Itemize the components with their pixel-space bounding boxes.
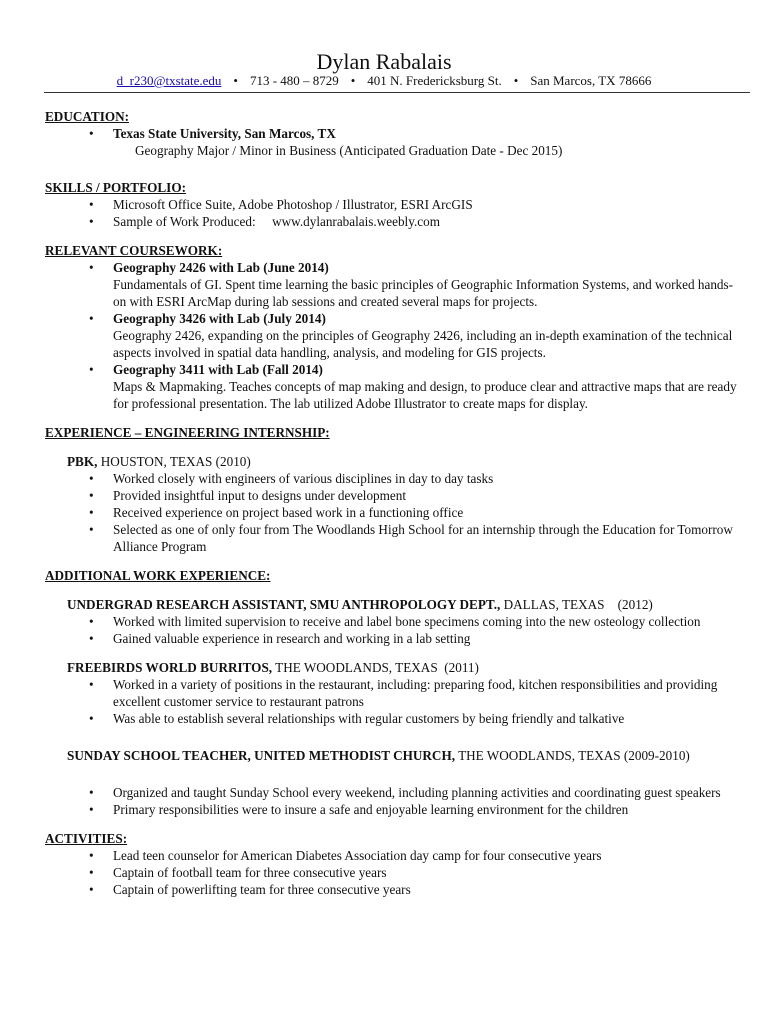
- coursework-heading: RELEVANT COURSEWORK:: [45, 243, 223, 258]
- list-item: [67, 125, 745, 142]
- coursework-list: [45, 259, 745, 412]
- list-item: • Provided insightful input to designs under development: [67, 487, 745, 504]
- email-link[interactable]: d_r230@txstate.edu: [116, 73, 222, 88]
- list-item: • Gained valuable experience in research and working in a lab setting: [67, 630, 745, 647]
- separator: •: [350, 73, 356, 88]
- education-detail: Geography Major / Minor in Business (Anticipated Graduation Date - Dec 2015): [135, 143, 563, 158]
- city-state-zip: San Marcos, TX 78666: [530, 73, 652, 88]
- skills-heading: SKILLS / PORTFOLIO:: [45, 180, 186, 195]
- job-employer-line: [45, 596, 745, 613]
- job-employer-line: [45, 747, 745, 764]
- list-item: • Microsoft Office Suite, Adobe Photoshop / Illustrator, ESRI ArcGIS: [67, 196, 745, 213]
- list-item: • Organized and taught Sunday School every weekend, including planning activities and coordinating guest speakers: [67, 784, 745, 801]
- job-duties-list: [45, 613, 745, 647]
- employer-location: THE WOODLANDS, TEXAS (2011): [272, 660, 479, 675]
- internship-list: [45, 470, 745, 555]
- course-name: Geography 3411 with Lab (Fall 2014): [113, 362, 323, 377]
- job-duties-list: [45, 676, 745, 727]
- resume-body: [45, 108, 745, 898]
- education-heading: EDUCATION:: [45, 109, 130, 124]
- additional-experience-heading: ADDITIONAL WORK EXPERIENCE:: [45, 568, 271, 583]
- list-item: [67, 259, 745, 310]
- employer-location: DALLAS, TEXAS (2012): [500, 597, 653, 612]
- job-employer-line: [45, 659, 745, 676]
- street-address: 401 N. Fredericksburg St.: [367, 73, 502, 88]
- separator: •: [513, 73, 519, 88]
- course-name: Geography 2426 with Lab (June 2014): [113, 260, 329, 275]
- list-item: • Worked with limited supervision to receive and label bone specimens coming into the new osteology collection: [67, 613, 745, 630]
- list-item: • Worked closely with engineers of various disciplines in day to day tasks: [67, 470, 745, 487]
- list-item: • Primary responsibilities were to insure a safe and enjoyable learning environment for the children: [67, 801, 745, 818]
- activities-list: [45, 847, 745, 898]
- education-list: [45, 125, 745, 142]
- internship-employer-line: [45, 453, 745, 470]
- course-name: Geography 3426 with Lab (July 2014): [113, 311, 326, 326]
- list-item: • Was able to establish several relationships with regular customers by being friendly and talkative: [67, 710, 745, 727]
- school-name: Texas State University, San Marcos, TX: [113, 126, 336, 141]
- course-description: Maps & Mapmaking. Teaches concepts of map making and design, to produce clear and attractive maps that are ready for professional presentation. The lab utilized Adobe Illustrator to create maps for display.: [113, 379, 737, 411]
- employer-name: UNDERGRAD RESEARCH ASSISTANT, SMU ANTHROPOLOGY DEPT.,: [67, 597, 501, 612]
- resume-name: Dylan Rabalais: [316, 49, 452, 74]
- list-item: • Received experience on project based work in a functioning office: [67, 504, 745, 521]
- list-item: • Captain of football team for three consecutive years: [67, 864, 745, 881]
- employer-name: SUNDAY SCHOOL TEACHER, UNITED METHODIST CHURCH,: [67, 748, 456, 763]
- header-divider: [44, 92, 750, 93]
- contact-line: [0, 73, 768, 89]
- list-item: • Selected as one of only four from The Woodlands High School for an internship through the Education for Tomorrow Alliance Program: [67, 521, 745, 555]
- separator: •: [233, 73, 238, 88]
- skills-list: [45, 196, 745, 230]
- list-item: [67, 361, 745, 412]
- job-duties-list: [45, 784, 745, 818]
- course-description: Geography 2426, expanding on the principles of Geography 2426, including an in-depth examination of the technical aspects involved in spatial data handling, analysis, and modeling for GIS projects.: [113, 328, 733, 360]
- internship-heading: EXPERIENCE – ENGINEERING INTERNSHIP:: [45, 425, 330, 440]
- list-item: • Sample of Work Produced: www.dylanrabalais.weebly.com: [67, 213, 745, 230]
- employer-location: THE WOODLANDS, TEXAS (2009-2010): [455, 748, 690, 763]
- list-item: • Worked in a variety of positions in the restaurant, including: preparing food, kitchen responsibilities and providing excellent customer service to restaurant patrons: [67, 676, 745, 710]
- employer-name: PBK,: [67, 454, 98, 469]
- list-item: [67, 310, 745, 361]
- activities-heading: ACTIVITIES:: [45, 831, 128, 846]
- list-item: • Captain of powerlifting team for three consecutive years: [67, 881, 745, 898]
- phone-number: 713 - 480 – 8729: [249, 73, 339, 88]
- employer-name: FREEBIRDS WORLD BURRITOS,: [67, 660, 273, 675]
- employer-location: HOUSTON, TEXAS (2010): [97, 454, 251, 469]
- list-item: • Lead teen counselor for American Diabetes Association day camp for four consecutive years: [67, 847, 745, 864]
- course-description: Fundamentals of GI. Spent time learning the basic principles of Geographic Information Systems, and worked hands-on with ESRI ArcMap during lab sessions and created several maps for projects.: [113, 277, 734, 309]
